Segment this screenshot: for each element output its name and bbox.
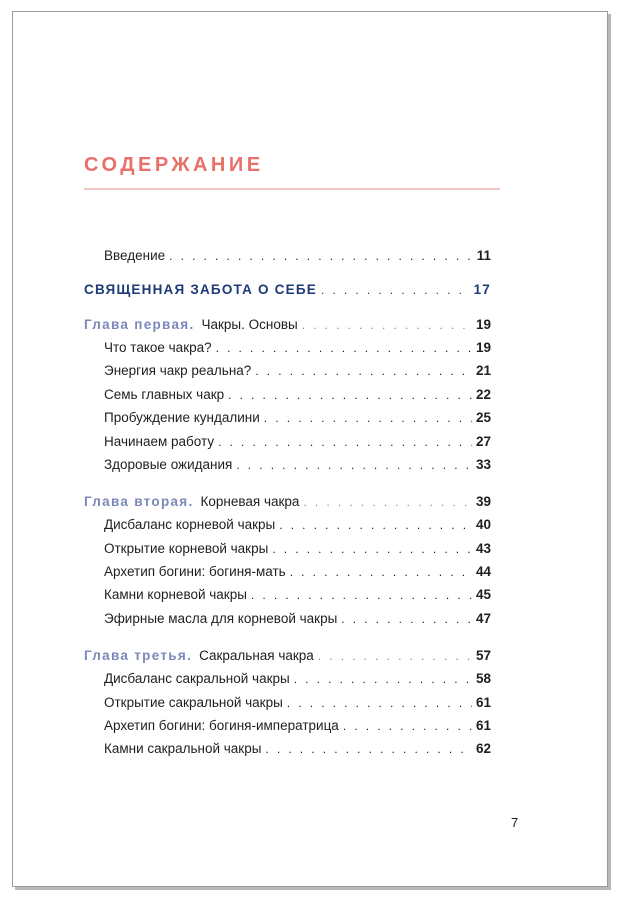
toc-page-number: 61 (475, 695, 491, 710)
toc-page-number: 21 (475, 363, 491, 378)
toc-entry-label: Камни корневой чакры (104, 587, 247, 602)
toc-entry-label: Камни сакральной чакры (104, 741, 262, 756)
toc-entry[interactable] (104, 457, 491, 472)
toc-entry-label: Открытие сакральной чакры (104, 695, 283, 710)
toc-page-number: 58 (475, 671, 491, 686)
dot-leader (321, 284, 470, 296)
dot-leader (169, 250, 473, 262)
toc-entry[interactable] (104, 741, 491, 756)
page-title: СОДЕРЖАНИЕ (84, 154, 264, 176)
toc-entry-label: Эфирные масла для корневой чакры (104, 611, 338, 626)
toc-page-number: 40 (475, 517, 491, 532)
dot-leader (218, 436, 472, 448)
dot-leader (343, 720, 472, 732)
toc-entry[interactable] (104, 718, 491, 733)
dot-leader (236, 459, 472, 471)
toc-page-number: 43 (475, 541, 491, 556)
toc-entry[interactable] (104, 695, 491, 710)
toc-entry-label: Здоровые ожидания (104, 457, 233, 472)
toc-entry[interactable] (104, 248, 491, 263)
toc-page-number: 57 (475, 648, 491, 663)
dot-leader (264, 412, 472, 424)
toc-entry[interactable] (104, 671, 491, 686)
toc-entry-label: Что такое чакра? (104, 340, 212, 355)
toc-entry-label: Дисбаланс корневой чакры (104, 517, 276, 532)
toc-page-number: 44 (475, 564, 491, 579)
dot-leader (318, 650, 472, 662)
chapter-prefix: Глава вторая. (84, 494, 194, 509)
toc-chapter-entry[interactable] (84, 648, 491, 663)
dot-leader (290, 566, 472, 578)
chapter-prefix: Глава первая. (84, 317, 195, 332)
toc-page-number: 19 (475, 317, 491, 332)
toc-page-number: 62 (475, 741, 491, 756)
toc-entry-label: Чакры. Основы (201, 317, 298, 332)
toc-entry-label: Семь главных чакр (104, 387, 225, 402)
toc-chapter-entry[interactable] (84, 494, 491, 509)
toc-entry-label: Начинаем работу (104, 434, 215, 449)
dot-leader (294, 673, 472, 685)
book-page (12, 11, 608, 887)
toc-entry-label: Корневая чакра (200, 494, 300, 509)
toc-section-entry[interactable] (84, 282, 491, 297)
toc-entry[interactable] (104, 541, 491, 556)
toc-entry[interactable] (104, 434, 491, 449)
toc-entry[interactable] (104, 587, 491, 602)
dot-leader (302, 319, 472, 331)
toc-page-number: 33 (475, 457, 491, 472)
dot-leader (251, 589, 472, 601)
toc-entry-label: Энергия чакр реальна? (104, 363, 252, 378)
toc-page-number: 22 (475, 387, 491, 402)
toc-section-label: СВЯЩЕННАЯ ЗАБОТА О СЕБЕ (84, 282, 317, 297)
toc-entry[interactable] (104, 611, 491, 626)
dot-leader (341, 613, 472, 625)
dot-leader (303, 496, 472, 508)
dot-leader (216, 342, 472, 354)
toc-entry-label: Архетип богини: богиня-императрица (104, 718, 339, 733)
toc-entry-label: Открытие корневой чакры (104, 541, 269, 556)
dot-leader (255, 365, 472, 377)
toc-page-number: 11 (476, 248, 491, 263)
toc-page-number: 61 (475, 718, 491, 733)
chapter-prefix: Глава третья. (84, 648, 193, 663)
toc-entry-label: Архетип богини: богиня-мать (104, 564, 286, 579)
toc-entry[interactable] (104, 410, 491, 425)
toc-page-number: 45 (475, 587, 491, 602)
dot-leader (228, 389, 472, 401)
dot-leader (279, 519, 472, 531)
toc-page-number: 39 (475, 494, 491, 509)
dot-leader (265, 743, 472, 755)
page-folio-number: 7 (511, 815, 519, 830)
title-divider (84, 188, 500, 190)
toc-chapter-entry[interactable] (84, 317, 491, 332)
toc-entry-label: Дисбаланс сакральной чакры (104, 671, 290, 686)
toc-entry[interactable] (104, 363, 491, 378)
toc-entry-label: Сакральная чакра (199, 648, 314, 663)
toc-entry[interactable] (104, 517, 491, 532)
toc-page-number: 25 (475, 410, 491, 425)
toc-entry-label: Пробуждение кундалини (104, 410, 260, 425)
toc-entry[interactable] (104, 340, 491, 355)
toc-page-number: 27 (475, 434, 491, 449)
toc-page-number: 47 (475, 611, 491, 626)
dot-leader (287, 697, 472, 709)
dot-leader (272, 543, 472, 555)
toc-entry[interactable] (104, 564, 491, 579)
toc-page-number: 17 (473, 282, 491, 297)
toc-entry-label: Введение (104, 248, 166, 263)
toc-page-number: 19 (475, 340, 491, 355)
toc-entry[interactable] (104, 387, 491, 402)
